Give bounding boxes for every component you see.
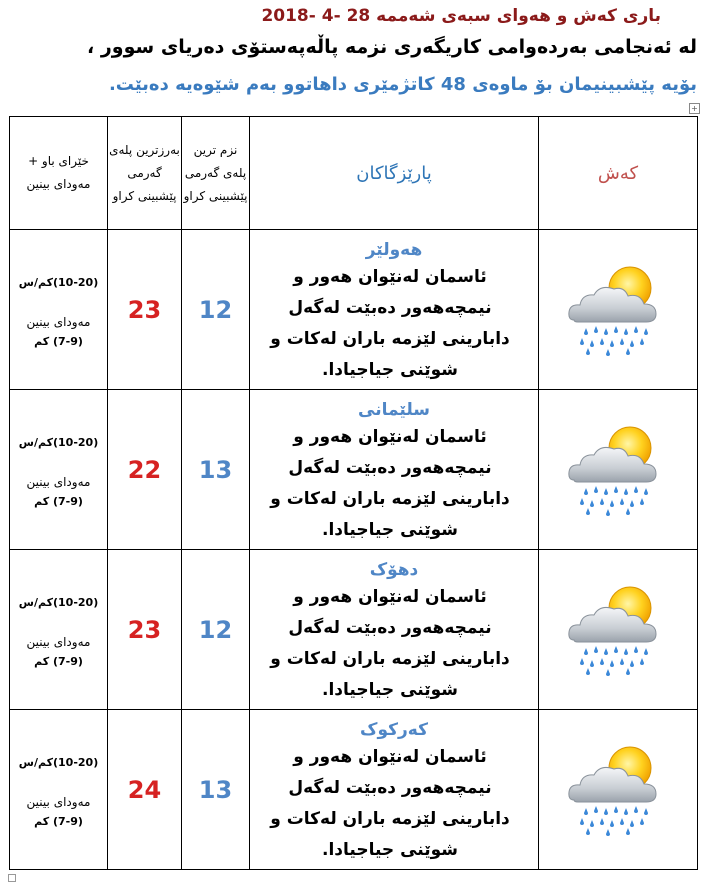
table-row [10, 230, 698, 390]
visibility-value: (7-9) کم [34, 494, 83, 508]
weather-icon-cell [539, 710, 698, 870]
table-row [10, 550, 698, 710]
description-cell [250, 230, 539, 390]
description-cell [250, 550, 539, 710]
description-cell [250, 390, 539, 550]
header-provinces: پارێزگاکان [250, 117, 539, 230]
visibility-value: (7-9) کم [34, 654, 83, 668]
visibility-label: مەودای بینین [26, 474, 91, 489]
min-temp: 13 [182, 390, 250, 550]
wind-cell [10, 710, 108, 870]
min-temp: 12 [182, 230, 250, 390]
max-temp: 24 [108, 710, 182, 870]
sun-behind-rain-cloud-icon [564, 740, 672, 836]
wind-cell [10, 390, 108, 550]
city-name: دهۆک [369, 559, 419, 580]
description-cell [250, 710, 539, 870]
sun-behind-rain-cloud-icon [564, 580, 672, 676]
weather-description: ئاسمان لەنێوان هەور و نیمچەهەور دەبێت لەگەل دابارینی لێزمە باران لەکات و شوێنی جیاجیادا. [270, 746, 510, 860]
forecast-table [9, 116, 698, 870]
forecast-intro-line: لە ئەنجامی بەردەوامی کاریگەری نزمە پاڵەپەستۆی دەریای سوور ، [87, 36, 697, 58]
visibility-value: (7-9) کم [34, 814, 83, 828]
weather-description: ئاسمان لەنێوان هەور و نیمچەهەور دەبێت لەگەل دابارینی لێزمە باران لەکات و شوێنی جیاجیادا. [270, 426, 510, 540]
city-name: هەولێر [365, 239, 423, 260]
weather-description: ئاسمان لەنێوان هەور و نیمچەهەور دەبێت لەگەل دابارینی لێزمە باران لەکات و شوێنی جیاجیادا. [270, 266, 510, 380]
header-min-temp: نزم ترین پلەی گەرمی پێشبینی کراو [182, 117, 250, 230]
sun-behind-rain-cloud-icon [564, 420, 672, 516]
forecast-period-line: بۆیە پێشبینیمان بۆ ماوەی 48 کاتژمێری داهاتوو بەم شێوەیە دەبێت. [108, 74, 697, 95]
header-wind: خێرای باو + مەودای بینین [10, 117, 108, 230]
table-row [10, 710, 698, 870]
header-weather: کەش [539, 117, 698, 230]
forecast-date-title: باری کەش و هەوای سبەی شەممە 28 -4 -2018 [261, 6, 661, 26]
table-row [10, 390, 698, 550]
weather-icon-cell [539, 390, 698, 550]
wind-speed: (10-20)کم/س [18, 755, 99, 769]
wind-cell [10, 550, 108, 710]
page-corner-mark [8, 874, 16, 882]
wind-cell [10, 230, 108, 390]
max-temp: 22 [108, 390, 182, 550]
city-name: سلێمانی [358, 399, 430, 420]
wind-speed: (10-20)کم/س [18, 435, 99, 449]
min-temp: 12 [182, 550, 250, 710]
visibility-value: (7-9) کم [34, 334, 83, 348]
max-temp: 23 [108, 230, 182, 390]
min-temp: 13 [182, 710, 250, 870]
visibility-label: مەودای بینین [26, 634, 91, 649]
wind-speed: (10-20)کم/س [18, 595, 99, 609]
weather-description: ئاسمان لەنێوان هەور و نیمچەهەور دەبێت لەگەل دابارینی لێزمە باران لەکات و شوێنی جیاجیادا. [270, 586, 510, 700]
city-name: کەرکوک [360, 719, 428, 740]
wind-speed: (10-20)کم/س [18, 275, 99, 289]
table-header-row [10, 117, 698, 230]
visibility-label: مەودای بینین [26, 794, 91, 809]
weather-icon-cell [539, 230, 698, 390]
table-move-handle-icon[interactable]: + [689, 103, 700, 114]
sun-behind-rain-cloud-icon [564, 260, 672, 356]
max-temp: 23 [108, 550, 182, 710]
weather-icon-cell [539, 550, 698, 710]
header-max-temp: بەرزترین پلەی گەرمی پێشبینی کراو [108, 117, 182, 230]
visibility-label: مەودای بینین [26, 314, 91, 329]
